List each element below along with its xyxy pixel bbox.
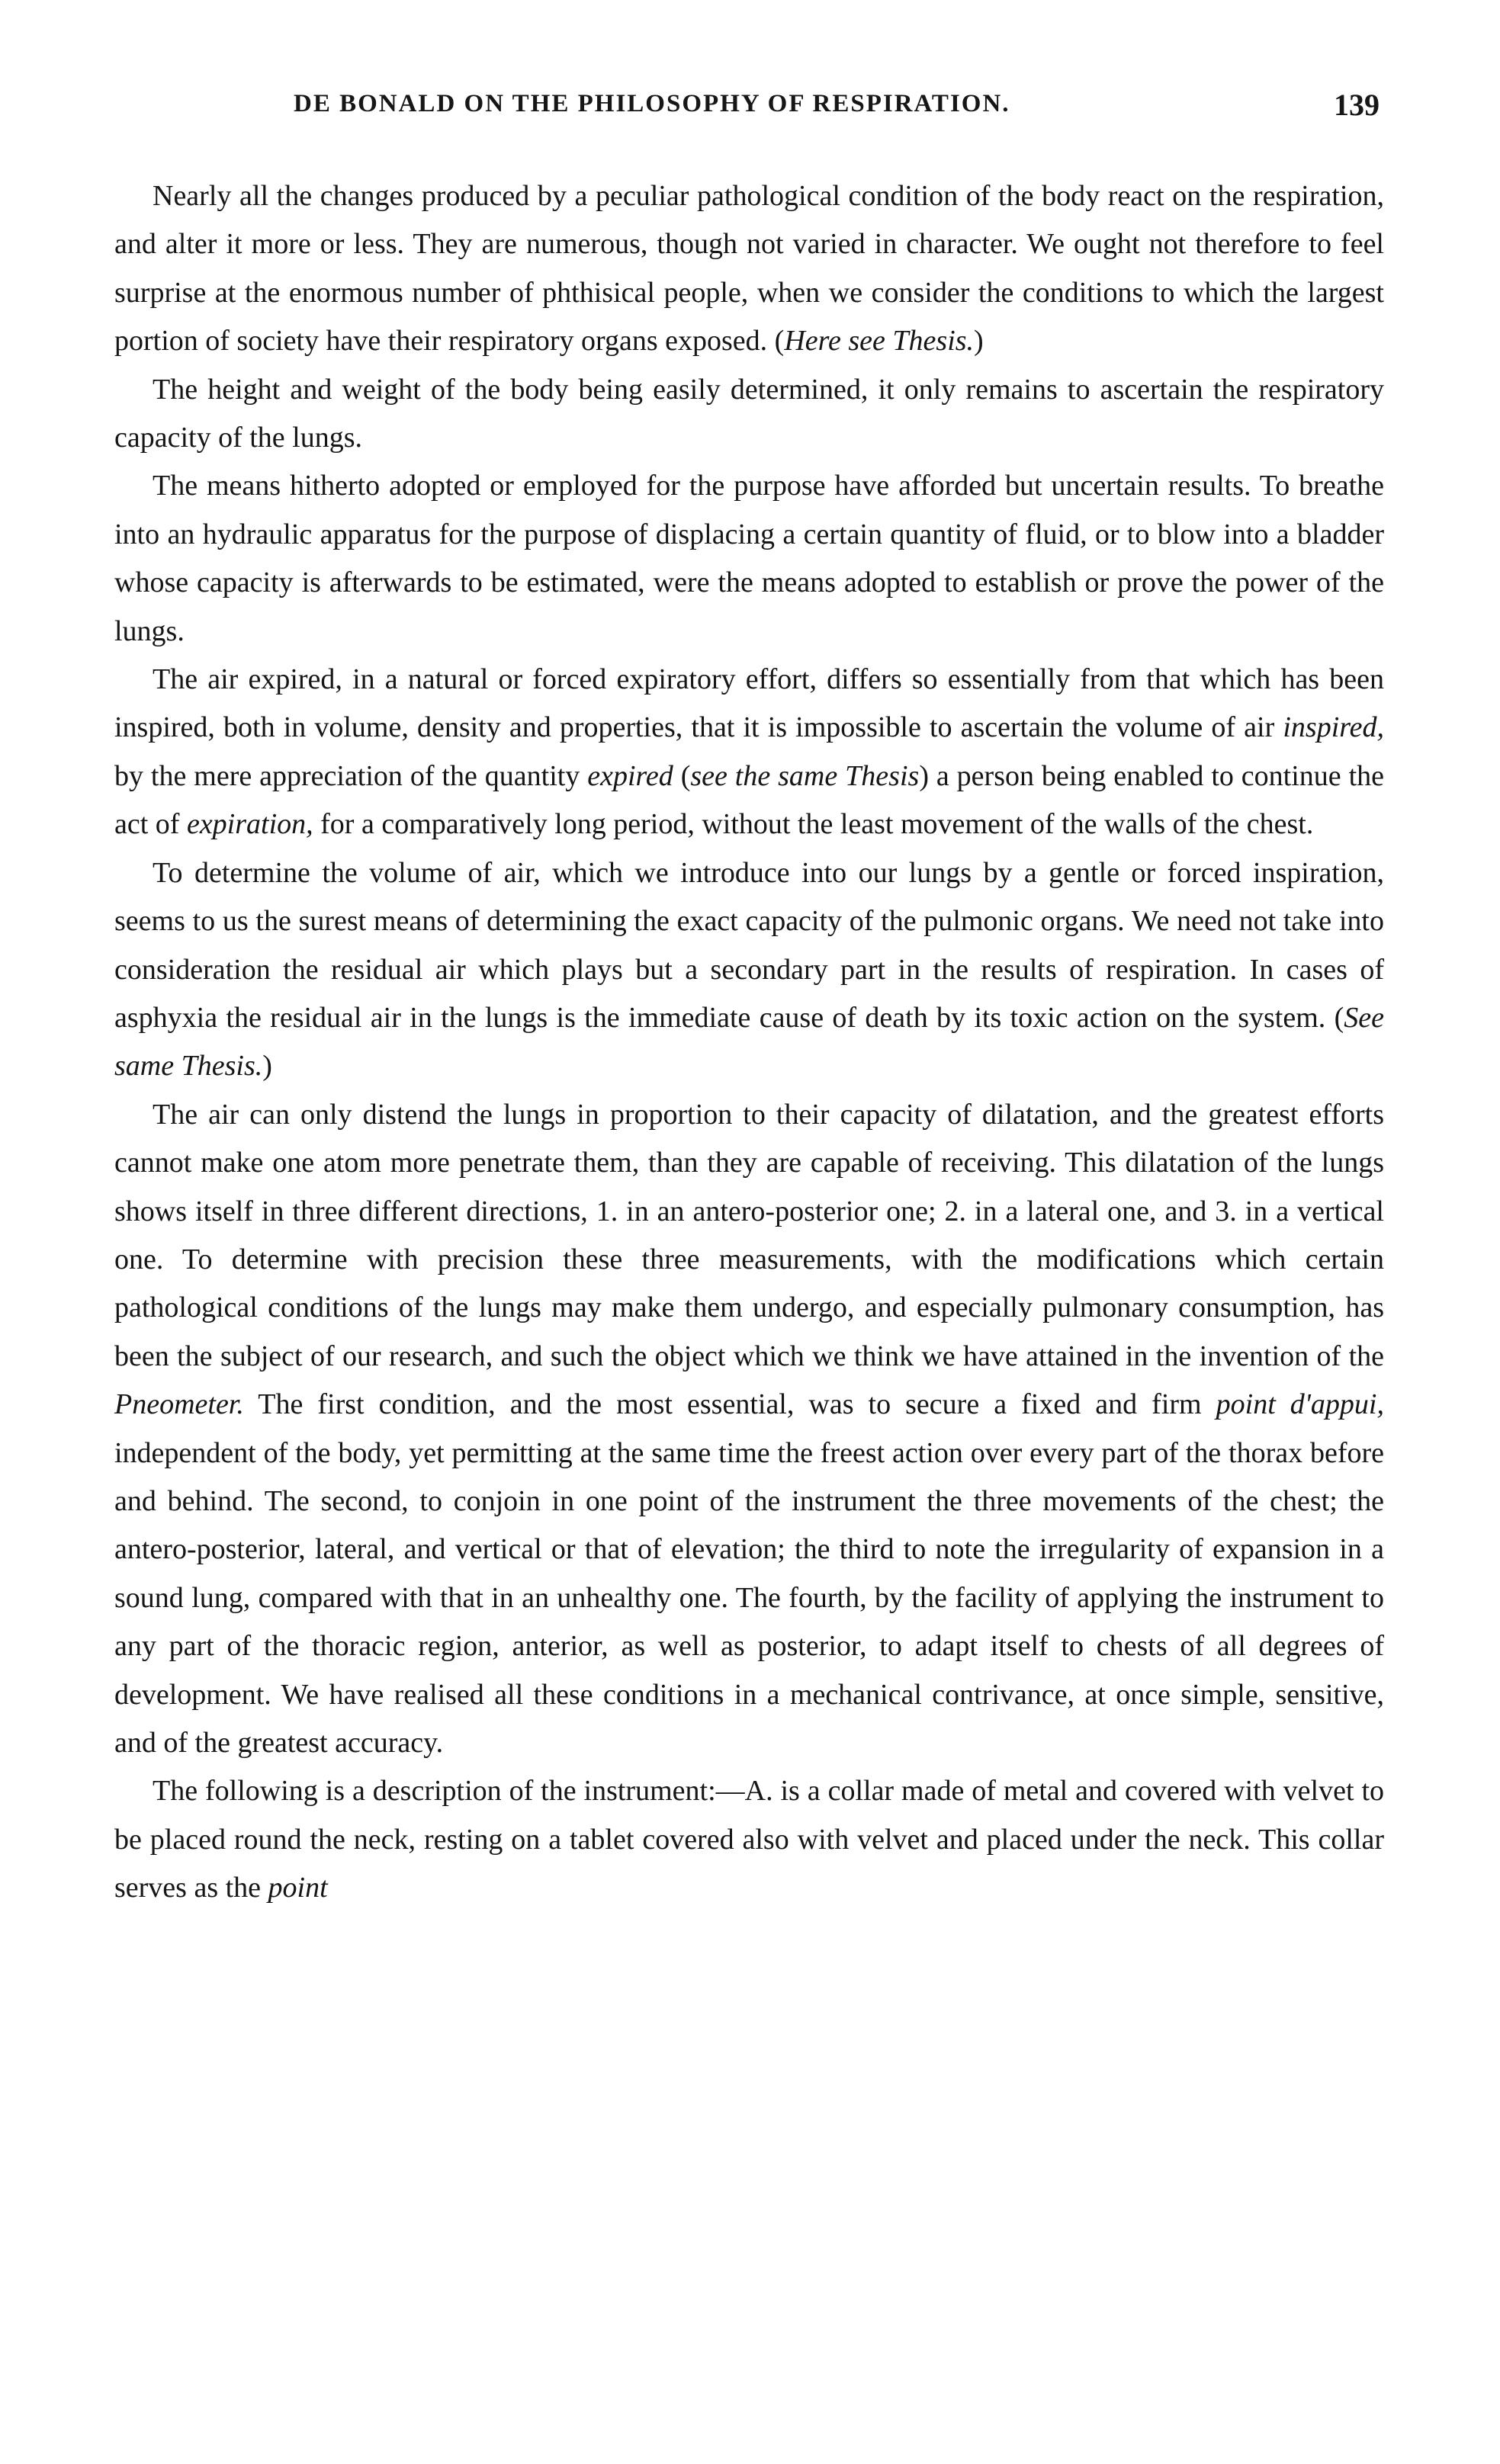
text-run: ) [974, 325, 984, 358]
text-run: ( [673, 759, 691, 792]
paragraph [114, 1091, 1384, 1768]
italic-text: see the same Thesis [690, 759, 920, 792]
text-run: for a comparatively long period, without the least movement of the walls of the chest. [313, 808, 1314, 841]
text-run: ) [262, 1050, 272, 1083]
text-run: The height and weight of the body being easily determined, it only remains to ascertain the respiratory capacity of the lungs. [114, 373, 1384, 454]
text-run: The first condition, and the most essential, was to secure a fixed and firm [243, 1388, 1216, 1421]
italic-text: point d'appui, [1216, 1388, 1384, 1421]
book-page [114, 90, 1384, 1913]
text-run: To determine the volume of air, which we introduce into our lungs by a gentle or forced inspiration, seems to us the surest means of determining the exact capacity of the pulmonic organs. We need not take into consideration the residual air which plays but a secondary part in the results of respiration. In cases of asphyxia the residual air in the lungs is the immediate cause of death by its toxic action on the system. ( [114, 856, 1384, 1034]
text-run: Nearly all the changes produced by a peculiar pathological condition of the body react on the respiration, and alter it more or less. They are numerous, though not varied in character. We ought not therefore to feel surprise at the enormous number of phthisical people, when we consider the conditions to which the largest portion of society have their respiratory organs exposed. ( [114, 180, 1384, 358]
running-header [114, 90, 1384, 139]
italic-text: See same Thesis. [114, 1001, 1384, 1083]
italic-text: point [268, 1872, 328, 1904]
paragraph [114, 849, 1384, 1091]
paragraph [114, 462, 1384, 656]
text-run: The air expired, in a natural or forced expiratory effort, differs so essentially from that which has been inspired, both in volume, density and properties, that it is impossible to ascertain the volume of air [114, 663, 1384, 744]
italic-text: expiration, [186, 808, 313, 841]
text-run: ) a person being enabled to continue the act of [114, 759, 1384, 841]
italic-text: inspired, [1283, 711, 1384, 744]
body-text [114, 172, 1384, 1913]
text-run: by the mere appreciation of the quantity [114, 759, 588, 792]
running-title: DE BONALD ON THE PHILOSOPHY OF RESPIRATION. [294, 90, 1010, 117]
text-run: The means hitherto adopted or employed for the purpose have afforded but uncertain results. To breathe into an hydraulic apparatus for the purpose of displacing a certain quantity of fluid, or to blow into a bladder whose capacity is afterwards to be estimated, were the means adopted to establish or prove the power of the lungs. [114, 470, 1384, 647]
paragraph [114, 656, 1384, 849]
italic-text: expired [587, 759, 673, 792]
page-number: 139 [1334, 88, 1380, 122]
italic-text: Pneometer. [114, 1388, 244, 1421]
paragraph [114, 1767, 1384, 1912]
paragraph [114, 172, 1384, 366]
paragraph [114, 366, 1384, 463]
text-run: The following is a description of the instrument:—A. is a collar made of metal and covered with velvet to be placed round the neck, resting on a tablet covered also with velvet and placed under the neck. This collar serves as the [114, 1775, 1384, 1904]
italic-text: Here see Thesis. [784, 325, 975, 358]
text-run: independent of the body, yet permitting at the same time the freest action over every part of the thorax before and behind. The second, to conjoin in one point of the instrument the three movements of the chest; the antero-posterior, lateral, and vertical or that of elevation; the third to note the irregularity of expansion in a sound lung, compared with that in an unhealthy one. The fourth, by the facility of applying the instrument to any part of the thoracic region, anterior, as well as posterior, to adapt itself to chests of all degrees of development. We have realised all these conditions in a mechanical contrivance, at once simple, sensitive, and of the greatest accuracy. [114, 1436, 1384, 1759]
text-run: The air can only distend the lungs in proportion to their capacity of dilatation, and the greatest efforts cannot make one atom more penetrate them, than they are capable of receiving. This dilatation of the lungs shows itself in three different directions, 1. in an antero-posterior one; 2. in a lateral one, and 3. in a vertical one. To determine with precision these three measurements, with the modifications which certain pathological conditions of the lungs may make them undergo, and especially pulmonary consumption, has been the subject of our research, and such the object which we think we have attained in the invention of the [114, 1098, 1384, 1372]
